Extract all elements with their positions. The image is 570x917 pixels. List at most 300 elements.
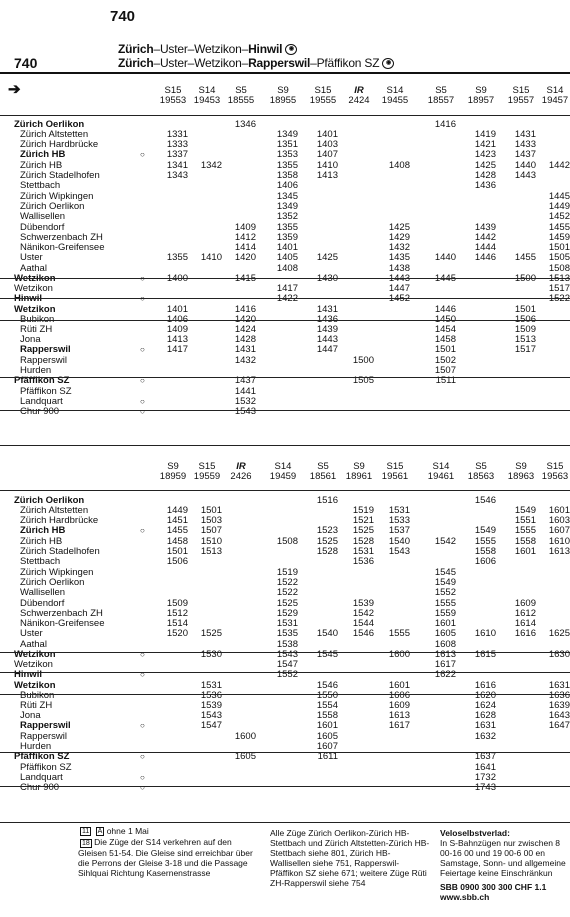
station-name: Wallisellen (20, 211, 66, 222)
table-row (0, 181, 570, 191)
station-name: Rapperswil (20, 344, 71, 355)
train-header (342, 86, 376, 106)
departure-time: 1610 (474, 628, 496, 639)
footnote-middle: Alle Züge Zürich Oerlikon-Zürich HB-Stettbach und Zürich Altstetten-Zürich HB-Stettbach siehe 801, Zürich HB-Wallisellen siehe 751, Rapperswil-Pfäffikon SZ siehe 671; weitere Züge Rüti ZH-Rapperswil siehe 754 (270, 828, 430, 888)
departure-time: 1539 (200, 700, 222, 711)
departure-time: 1517 (548, 283, 570, 294)
train-type: S14 (432, 461, 450, 472)
table-row (0, 294, 570, 304)
departure-time: 1628 (474, 710, 496, 721)
train-number: 19459 (269, 471, 297, 482)
departure-time: 1641 (474, 762, 496, 773)
station-name: Rapperswil (20, 720, 71, 731)
departure-time: 1509 (514, 324, 536, 335)
departure-time: 1536 (352, 556, 374, 567)
train-number: 19559 (193, 471, 221, 482)
station-name: Pfäffikon SZ (14, 751, 70, 762)
circle-icon: ○ (140, 397, 145, 406)
departure-time: 1525 (276, 598, 298, 609)
departure-time: 1429 (388, 232, 410, 243)
departure-time: 1631 (474, 720, 496, 731)
train-number: 2426 (230, 471, 252, 482)
train-header (378, 462, 412, 482)
departure-time: 1601 (548, 505, 570, 516)
departure-time: 1355 (276, 222, 298, 233)
departure-time: 1442 (474, 232, 496, 243)
table-row (0, 783, 570, 793)
departure-time: 1500 (514, 273, 536, 284)
departure-time: 1425 (316, 252, 338, 263)
station-name: Uster (20, 628, 43, 639)
train-header (306, 86, 340, 106)
departure-time: 1432 (234, 355, 256, 366)
departure-time: 1510 (200, 536, 222, 547)
station-name: Jona (20, 710, 41, 721)
departure-time: 1555 (474, 536, 496, 547)
departure-time: 1531 (200, 680, 222, 691)
departure-time: 1443 (316, 334, 338, 345)
departure-time: 1436 (316, 314, 338, 325)
departure-time: 1509 (166, 598, 188, 609)
departure-time: 1545 (434, 567, 456, 578)
departure-time: 1531 (352, 546, 374, 557)
departure-time: 1514 (166, 618, 188, 629)
departure-time: 1605 (234, 751, 256, 762)
departure-time: 1455 (166, 525, 188, 536)
table-row (0, 629, 570, 639)
departure-time: 1558 (316, 710, 338, 721)
station-name: Rapperswil (20, 731, 67, 742)
train-type: S9 (167, 461, 179, 472)
footnote-marker-a: A (97, 828, 103, 836)
departure-time: 1614 (514, 618, 536, 629)
departure-time: 1343 (166, 170, 188, 181)
station-name: Wetzikon (14, 649, 56, 660)
row-divider (0, 278, 570, 279)
departure-time: 1600 (388, 649, 410, 660)
station-name: Aathal (20, 639, 47, 650)
departure-time: 1554 (316, 700, 338, 711)
row-divider (0, 298, 570, 299)
train-type: S15 (512, 85, 530, 96)
departure-time: 1617 (388, 720, 410, 731)
departure-time: 1425 (388, 222, 410, 233)
departure-time: 1508 (276, 536, 298, 547)
station-name: Landquart (20, 772, 63, 783)
circle-icon: ○ (140, 526, 145, 535)
departure-time: 1417 (166, 344, 188, 355)
departure-time: 1445 (548, 191, 570, 202)
train-header (306, 462, 340, 482)
departure-time: 1452 (388, 293, 410, 304)
station-name: Pfäffikon SZ (20, 386, 72, 397)
station-name: Zürich Altstetten (20, 505, 89, 516)
train-header (156, 86, 190, 106)
circle-icon: ○ (140, 150, 145, 159)
station-name: Hinwil (14, 669, 42, 680)
departure-time: 1511 (435, 375, 456, 386)
train-header (504, 462, 538, 482)
train-header (156, 462, 190, 482)
departure-time: 1601 (316, 720, 338, 731)
departure-time: 1438 (388, 263, 410, 274)
footnote-left: 11 A ohne 1 Mai 18 Die Züge der S14 verkehren auf den Gleisen 51-54. Die Gleise sind erreichbar über die Perrons der Gleise 3-18 und die Passage Sihlquai Richtung Kasernenstrasse (78, 826, 253, 878)
table-row (0, 526, 570, 536)
station-name: Pfäffikon SZ (14, 375, 70, 386)
departure-time: 1410 (200, 252, 222, 263)
train-number: 19553 (159, 95, 187, 106)
departure-time: 1631 (548, 680, 570, 691)
departure-time: 1606 (474, 556, 496, 567)
departure-time: 1409 (166, 324, 188, 335)
wheelchair-icon: ◉ (285, 44, 297, 55)
departure-time: 1546 (316, 680, 338, 691)
circle-icon: ○ (140, 376, 145, 385)
train-type: S15 (546, 461, 564, 472)
departure-time: 1528 (316, 546, 338, 557)
departure-time: 1519 (352, 505, 374, 516)
train-type: IR (354, 85, 364, 96)
departure-time: 1522 (548, 293, 570, 304)
departure-time: 1409 (234, 222, 256, 233)
departure-time: 1611 (317, 751, 338, 762)
circle-icon: ○ (140, 294, 145, 303)
departure-time: 1505 (352, 375, 374, 386)
table-row (0, 407, 570, 417)
circle-icon: ○ (140, 773, 145, 782)
train-header (342, 462, 376, 482)
departure-time: 1405 (276, 252, 298, 263)
station-name: Zürich HB (20, 525, 66, 536)
departure-time: 1355 (276, 160, 298, 171)
departure-time: 1401 (276, 242, 298, 253)
row-divider (0, 752, 570, 753)
departure-time: 1401 (166, 304, 188, 315)
departure-time: 1513 (514, 334, 536, 345)
table-row (0, 366, 570, 376)
circle-icon: ○ (140, 752, 145, 761)
departure-time: 1531 (276, 618, 298, 629)
departure-time: 1442 (548, 160, 570, 171)
departure-time: 1625 (548, 628, 570, 639)
train-type: IR (236, 461, 246, 472)
row-divider (0, 377, 570, 378)
wheelchair-icon: ◉ (382, 58, 394, 69)
station-name: Bubikon (20, 314, 55, 325)
departure-time: 1609 (514, 598, 536, 609)
train-type: S15 (164, 85, 182, 96)
departure-time: 1555 (514, 525, 536, 536)
station-name: Zürich Stadelhofen (20, 546, 100, 557)
departure-time: 1439 (316, 324, 338, 335)
station-name: Zürich Oerlikon (14, 495, 85, 506)
departure-time: 1408 (388, 160, 410, 171)
station-name: Zürich Oerlikon (20, 201, 85, 212)
train-number: 19561 (381, 471, 409, 482)
station-name: Zürich Stadelhofen (20, 170, 100, 181)
table-row (0, 253, 570, 263)
departure-time: 1406 (276, 180, 298, 191)
departure-time: 1441 (234, 386, 256, 397)
sbb-web: www.sbb.ch (440, 892, 490, 902)
train-header (266, 86, 300, 106)
departure-time: 1425 (474, 160, 496, 171)
train-type: S14 (274, 461, 292, 472)
departure-time: 1435 (388, 252, 410, 263)
table-row (0, 752, 570, 762)
table-row (0, 356, 570, 366)
station-name: Rüti ZH (20, 324, 53, 335)
departure-time: 1547 (200, 720, 222, 731)
departure-time: 1430 (316, 273, 338, 284)
table-row (0, 387, 570, 397)
train-header (266, 462, 300, 482)
departure-time: 1415 (234, 273, 256, 284)
train-number: 19557 (507, 95, 535, 106)
table-row (0, 335, 570, 345)
table-row (0, 397, 570, 407)
departure-time: 1530 (200, 649, 222, 660)
departure-time: 1643 (548, 710, 570, 721)
departure-time: 1543 (276, 649, 298, 660)
station-name: Zürich Wipkingen (20, 567, 94, 578)
station-name: Landquart (20, 396, 63, 407)
departure-time: 1549 (474, 525, 496, 536)
train-header (224, 462, 258, 482)
departure-time: 1342 (200, 160, 222, 171)
departure-time: 1507 (434, 365, 456, 376)
departure-time: 1440 (514, 160, 536, 171)
departure-time: 1501 (514, 304, 536, 315)
train-number: 18959 (159, 471, 187, 482)
station-name: Aathal (20, 263, 47, 274)
train-type: S5 (435, 85, 447, 96)
departure-time: 1613 (434, 649, 456, 660)
table-row (0, 721, 570, 731)
station-name: Dübendorf (20, 222, 65, 233)
departure-time: 1615 (474, 649, 496, 660)
circle-icon: ○ (140, 650, 145, 659)
sbb-phone: SBB 0900 300 300 CHF 1.1 (440, 882, 547, 892)
station-name: Wallisellen (20, 587, 66, 598)
train-header (224, 86, 258, 106)
train-type: S5 (475, 461, 487, 472)
departure-time: 1559 (434, 608, 456, 619)
departure-time: 1501 (434, 344, 456, 355)
train-number: 18561 (309, 471, 337, 482)
departure-time: 1605 (434, 628, 456, 639)
departure-time: 1537 (388, 525, 410, 536)
departure-time: 1500 (352, 355, 374, 366)
departure-time: 1529 (276, 608, 298, 619)
departure-time: 1503 (200, 515, 222, 526)
departure-time: 1624 (474, 700, 496, 711)
departure-time: 1552 (276, 669, 298, 680)
departure-time: 1617 (434, 659, 456, 670)
train-number: 18957 (467, 95, 495, 106)
departure-time: 1407 (316, 149, 338, 160)
table-number: 740 (14, 55, 38, 71)
row-divider (0, 320, 570, 321)
table-row (0, 305, 570, 315)
station-name: Zürich HB (20, 160, 63, 171)
departure-time: 1458 (434, 334, 456, 345)
departure-time: 1616 (514, 628, 536, 639)
train-number: 18555 (227, 95, 255, 106)
departure-time: 1440 (434, 252, 456, 263)
departure-time: 1413 (166, 334, 188, 345)
train-header (464, 86, 498, 106)
departure-time: 1610 (548, 536, 570, 547)
departure-time: 1428 (474, 170, 496, 181)
train-header (464, 462, 498, 482)
station-name: Chur 900 (20, 782, 60, 793)
departure-time: 1431 (234, 344, 256, 355)
departure-time: 1647 (548, 720, 570, 731)
departure-time: 1732 (474, 772, 496, 783)
departure-time: 1522 (276, 577, 298, 588)
departure-time: 1428 (234, 334, 256, 345)
train-type: S9 (515, 461, 527, 472)
departure-time: 1512 (166, 608, 188, 619)
departure-time: 1454 (434, 324, 456, 335)
departure-time: 1545 (316, 649, 338, 660)
departure-time: 1358 (276, 170, 298, 181)
departure-time: 1555 (434, 598, 456, 609)
departure-time: 1351 (276, 139, 298, 150)
departure-time: 1420 (234, 314, 256, 325)
departure-time: 1349 (276, 129, 298, 140)
train-number: 19453 (193, 95, 221, 106)
departure-time: 1444 (474, 242, 496, 253)
table-row (0, 732, 570, 742)
table-row (0, 212, 570, 222)
circle-icon: ○ (140, 783, 145, 792)
train-header (424, 86, 458, 106)
train-number: 18963 (507, 471, 535, 482)
table-row (0, 264, 570, 274)
train-type: S5 (235, 85, 247, 96)
train-number: 18961 (345, 471, 373, 482)
departure-time: 1412 (234, 232, 256, 243)
departure-time: 1410 (316, 160, 338, 171)
departure-time: 1620 (474, 690, 496, 701)
departure-time: 1455 (548, 222, 570, 233)
train-header (424, 462, 458, 482)
train-number: 19563 (541, 471, 569, 482)
train-type: S14 (198, 85, 216, 96)
departure-time: 1408 (276, 263, 298, 274)
train-type: S9 (277, 85, 289, 96)
table-row (0, 557, 570, 567)
departure-time: 1601 (434, 618, 456, 629)
station-name: Zürich Oerlikon (20, 577, 85, 588)
train-type: S15 (314, 85, 332, 96)
departure-time: 1549 (514, 505, 536, 516)
departure-time: 1502 (434, 355, 456, 366)
footnote-right: Veloselbstverlad: In S-Bahnzügen nur zwischen 8 00-16 00 und 19 00-6 00 en Samstage, Sonn- und allgemeine Feiertage keine Einschränkun SBB 0900 300 300 CHF 1.1 www.sbb.ch (440, 828, 570, 902)
departure-time: 1743 (474, 782, 496, 793)
departure-time: 1517 (514, 344, 536, 355)
departure-time: 1543 (234, 406, 256, 417)
departure-time: 1555 (388, 628, 410, 639)
departure-time: 1416 (434, 119, 456, 130)
departure-time: 1543 (200, 710, 222, 721)
train-header (504, 86, 538, 106)
departure-time: 1416 (234, 304, 256, 315)
station-name: Zürich Wipkingen (20, 191, 94, 202)
departure-time: 1608 (434, 639, 456, 650)
departure-time: 1519 (276, 567, 298, 578)
train-number: 19555 (309, 95, 337, 106)
page-number: 740 (110, 8, 136, 25)
departure-time: 1601 (388, 680, 410, 691)
departure-time: 1447 (316, 344, 338, 355)
station-name: Rapperswil (20, 355, 67, 366)
station-name: Rüti ZH (20, 700, 53, 711)
departure-time: 1341 (166, 160, 188, 171)
departure-time: 1355 (166, 252, 188, 263)
train-type: S15 (386, 461, 404, 472)
station-name: Zürich Hardbrücke (20, 139, 99, 150)
train-type: S14 (546, 85, 564, 96)
row-divider (0, 694, 570, 695)
station-name: Wetzikon (14, 273, 56, 284)
departure-time: 1431 (316, 304, 338, 315)
departure-time: 1445 (434, 273, 456, 284)
table-row (0, 345, 570, 355)
train-header (378, 86, 412, 106)
train-type: S9 (353, 461, 365, 472)
station-name: Wetzikon (14, 304, 56, 315)
row-divider (0, 115, 570, 116)
departure-time: 1424 (234, 324, 256, 335)
row-divider (0, 786, 570, 787)
departure-time: 1632 (474, 731, 496, 742)
station-name: Zürich Altstetten (20, 129, 89, 140)
departure-time: 1439 (474, 222, 496, 233)
station-name: Dübendorf (20, 598, 65, 609)
departure-time: 1401 (316, 129, 338, 140)
departure-time: 1607 (316, 741, 338, 752)
departure-time: 1606 (388, 690, 410, 701)
departure-time: 1630 (548, 649, 570, 660)
departure-time: 1506 (166, 556, 188, 567)
station-name: Nänikon-Greifensee (20, 242, 105, 253)
departure-time: 1413 (316, 170, 338, 181)
departure-time: 1513 (548, 273, 570, 284)
departure-time: 1558 (474, 546, 496, 557)
departure-time: 1601 (514, 546, 536, 557)
departure-time: 1446 (434, 304, 456, 315)
station-name: Zürich HB (20, 536, 63, 547)
departure-time: 1422 (276, 293, 298, 304)
departure-time: 1449 (548, 201, 570, 212)
train-number: 2424 (348, 95, 370, 106)
departure-time: 1543 (388, 546, 410, 557)
departure-time: 1540 (388, 536, 410, 547)
train-type: S9 (475, 85, 487, 96)
departure-time: 1547 (276, 659, 298, 670)
departure-time: 1359 (276, 232, 298, 243)
station-name: Hurden (20, 741, 52, 752)
departure-time: 1346 (234, 119, 256, 130)
train-type: S14 (386, 85, 404, 96)
departure-time: 1349 (276, 201, 298, 212)
train-number: 19455 (381, 95, 409, 106)
train-number: 18955 (269, 95, 297, 106)
departure-time: 1549 (434, 577, 456, 588)
